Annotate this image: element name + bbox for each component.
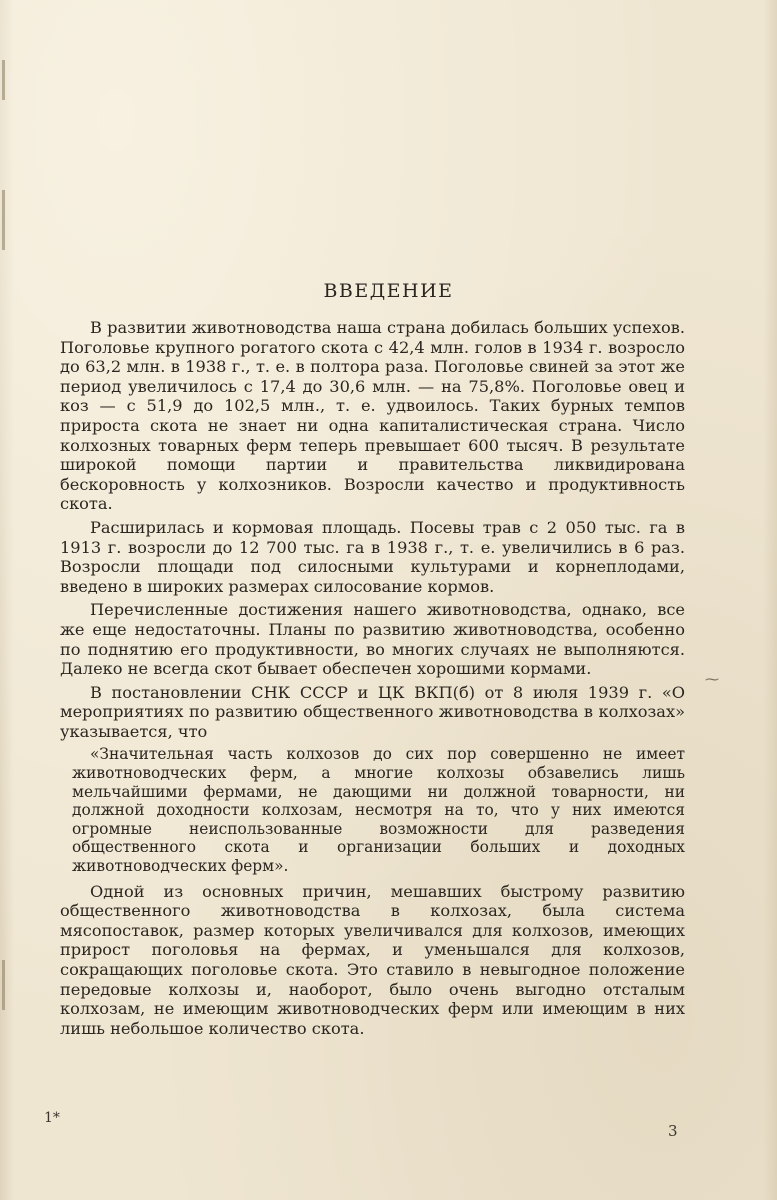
body-text (60, 318, 685, 1042)
margin-mark: ⁓ (705, 672, 719, 688)
chapter-heading: ВВЕДЕНИЕ (323, 280, 454, 302)
signature-mark: 1* (44, 1110, 60, 1126)
quotation (72, 745, 685, 875)
paragraph-4: В постановлении СНК СССР и ЦК ВКП(б) от 8 июля 1939 г. «О мероприятиях по развитию общественного животноводства в колхозах» указывается, что (60, 682, 685, 741)
paragraph-1: В развитии животноводства наша страна добилась больших успехов. Поголовье крупного рогатого скота с 42,4 млн. голов в 1934 г. возросло до 63,2 млн. в 1938 г., т. е. в полтора раза. Поголовье свиней за этот же период увеличилось с 17,4 до 30,6 млн. — на 75,8%. Поголовье овец и коз — с 51,9 до 102,5 млн., т. е. удвоилось. Таких бурных темпов прироста скота не знает ни одна капиталистическая страна. Число колхозных товарных ферм теперь превышает 600 тысяч. В результате широкой помощи партии и правительства ликвидирована бескоровность у колхозников. Возросли качество и продуктивность скота. (60, 318, 685, 514)
binding-mark (2, 60, 5, 100)
paragraph-5: Одной из основных причин, мешавших быстрому развитию общественного животноводства в колхозах, была система мясопоставок, размер которых увеличивался для колхозов, имеющих прирост поголовья на фермах, и уменьшался для колхозов, сокращающих поголовье скота. Это ставило в невыгодное положение передовые колхозы и, наоборот, было очень выгодно отсталым колхозам, не имеющим животноводческих ферм или имеющим в них лишь небольшое количество скота. (60, 881, 685, 1038)
paragraph-3: Перечисленные достижения нашего животноводства, однако, все же еще недостаточны. Планы по развитию животноводства, особенно по поднятию его продуктивности, во многих случаях не выполняются. Далеко не всегда скот бывает обеспечен хорошими кормами. (60, 600, 685, 679)
page-number: 3 (668, 1122, 678, 1140)
paragraph-2: Расширилась и кормовая площадь. Посевы трав с 2 050 тыс. га в 1913 г. возросли до 12 700 тыс. га в 1938 г., т. е. увеличились в 6 раз. Возросли площади под силосными культурами и корнеплодами, введено в широких размерах силосование кормов. (60, 517, 685, 596)
binding-mark (2, 960, 5, 1010)
quotation-text: «Значительная часть колхозов до сих пор совершенно не имеет животноводческих ферм, а многие колхозы обзавелись лишь мельчайшими фермами, не дающими ни должной товарности, ни должной доходности колхозам, несмотря на то, что у них имеются огромные неиспользованные возможности для разведения общественного скота и организации больших и доходных животноводческих ферм». (72, 745, 685, 876)
binding-mark (2, 190, 5, 250)
